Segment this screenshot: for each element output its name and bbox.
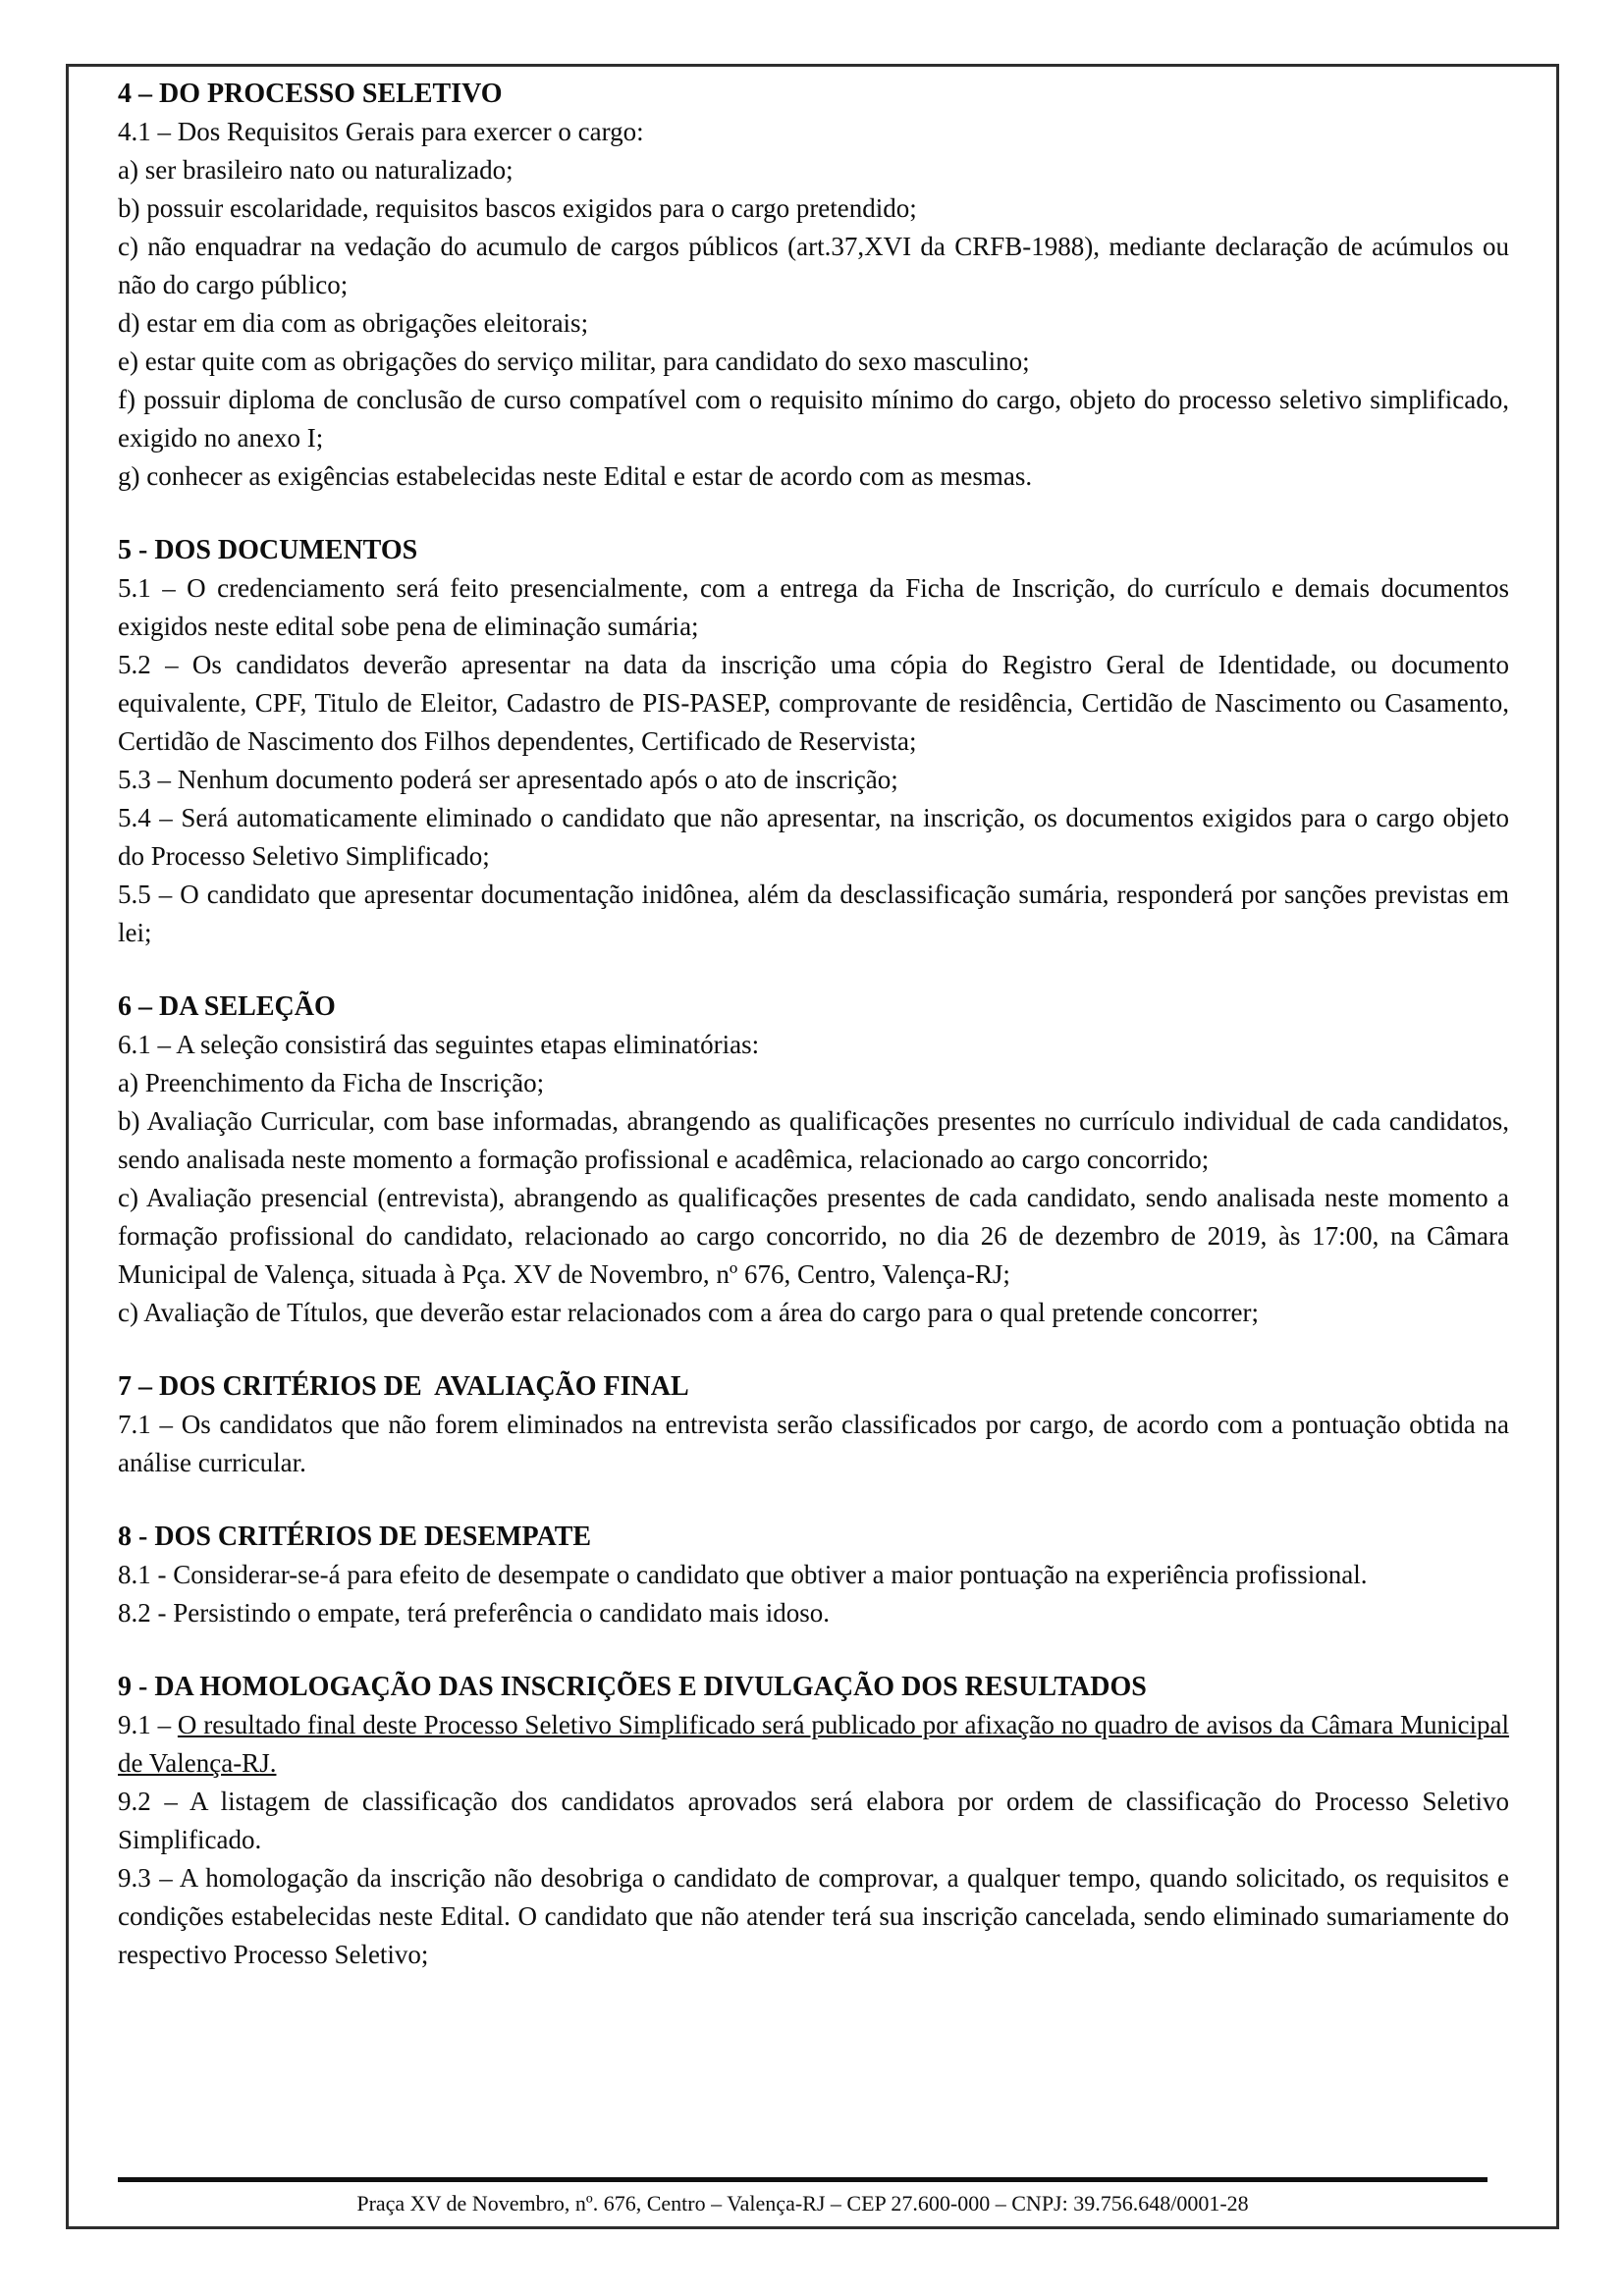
clause-5-3: 5.3 – Nenhum documento poderá ser apresentado após o ato de inscrição; — [118, 765, 898, 794]
clause-4-a: a) ser brasileiro nato ou naturalizado; — [118, 155, 514, 185]
section-criterios-desempate — [118, 1518, 1509, 1632]
clause-6-b: b) Avaliação Curricular, com base informadas, abrangendo as qualificações presentes no currículo individual de cada candidatos, sendo analisada neste momento a formação profissional e acadêmica, relacionado ao cargo concorrido; — [118, 1106, 1509, 1174]
clause-9-1-underlined-text: O resultado final deste Processo Seletivo Simplificado será publicado por afixação no quadro de avisos da Câmara Municipal de Valença-RJ. — [118, 1710, 1510, 1778]
clause-7-1: 7.1 – Os candidatos que não forem eliminados na entrevista serão classificados por cargo, de acordo com a pontuação obtida na análise curricular. — [118, 1410, 1509, 1477]
clause-5-2: 5.2 – Os candidatos deverão apresentar na data da inscrição uma cópia do Registro Geral de Identidade, ou documento equivalente, CPF, Titulo de Eleitor, Cadastro de PIS-PASEP, comprovante de residência, Certidão de Nascimento ou Casamento, Certidão de Nascimento dos Filhos dependentes, Certificado de Reservista; — [118, 650, 1509, 756]
clause-6-c-titulos: c) Avaliação de Títulos, que deverão estar relacionados com a área do cargo para o qual pretende concorrer; — [118, 1298, 1259, 1327]
clause-4-d: d) estar em dia com as obrigações eleitorais; — [118, 308, 589, 338]
clause-4-e: e) estar quite com as obrigações do serviço militar, para candidato do sexo masculino; — [118, 347, 1030, 376]
section-criterios-avaliacao-final — [118, 1367, 1509, 1482]
clause-5-4: 5.4 – Será automaticamente eliminado o candidato que não apresentar, na inscrição, os documentos exigidos para o cargo objeto do Processo Seletivo Simplificado; — [118, 803, 1509, 871]
page-footer — [118, 2177, 1509, 2218]
clause-9-1 — [118, 1706, 1509, 1783]
clause-4-1: 4.1 – Dos Requisitos Gerais para exercer o cargo: — [118, 117, 644, 146]
section-selecao — [118, 988, 1509, 1332]
clause-4-g: g) conhecer as exigências estabelecidas neste Edital e estar de acordo com as mesmas. — [118, 461, 1033, 491]
footer-address: Praça XV de Novembro, nº. 676, Centro – Valença-RJ – CEP 27.600-000 – CNPJ: 39.756.648/0001-28 — [356, 2191, 1249, 2216]
section-8-heading: 8 - DOS CRITÉRIOS DE DESEMPATE — [118, 1522, 592, 1552]
clause-8-1: 8.1 - Considerar-se-á para efeito de desempate o candidato que obtiver a maior pontuação na experiência profissional. — [118, 1560, 1368, 1589]
section-9-heading: 9 - DA HOMOLOGAÇÃO DAS INSCRIÇÕES E DIVULGAÇÃO DOS RESULTADOS — [118, 1672, 1147, 1702]
clause-5-1: 5.1 – O credenciamento será feito presencialmente, com a entrega da Ficha de Inscrição, do currículo e demais documentos exigidos neste edital sobe pena de eliminação sumária; — [118, 573, 1509, 641]
section-processo-seletivo — [118, 75, 1509, 496]
section-documentos — [118, 531, 1509, 952]
clause-4-f: f) possuir diploma de conclusão de curso compatível com o requisito mínimo do cargo, objeto do processo seletivo simplificado, exigido no anexo I; — [118, 385, 1509, 453]
page-border-frame — [66, 64, 1559, 2229]
clause-9-2: 9.2 – A listagem de classificação dos candidatos aprovados será elabora por ordem de classificação do Processo Seletivo Simplificado. — [118, 1787, 1509, 1854]
section-6-heading: 6 – DA SELEÇÃO — [118, 991, 336, 1022]
section-7-heading: 7 – DOS CRITÉRIOS DE AVALIAÇÃO FINAL — [118, 1371, 689, 1402]
section-4-heading: 4 – DO PROCESSO SELETIVO — [118, 79, 503, 109]
section-homologacao-resultados — [118, 1668, 1509, 1974]
clause-6-1: 6.1 – A seleção consistirá das seguintes etapas eliminatórias: — [118, 1030, 760, 1059]
clause-4-c: c) não enquadrar na vedação do acumulo de cargos públicos (art.37,XVI da CRFB-1988), mediante declaração de acúmulos ou não do cargo público; — [118, 232, 1509, 299]
clause-8-2: 8.2 - Persistindo o empate, terá preferência o candidato mais idoso. — [118, 1598, 831, 1628]
section-5-heading: 5 - DOS DOCUMENTOS — [118, 535, 418, 565]
clause-6-c-entrevista: c) Avaliação presencial (entrevista), abrangendo as qualificações presentes de cada candidato, sendo analisada neste momento a formação profissional do candidato, relacionado ao cargo concorrido, no dia 26 de dezembro de 2019, às 17:00, na Câmara Municipal de Valença, situada à Pça. XV de Novembro, nº 676, Centro, Valença-RJ; — [118, 1183, 1509, 1289]
clause-9-1-number: 9.1 – — [118, 1710, 178, 1739]
clause-5-5: 5.5 – O candidato que apresentar documentação inidônea, além da desclassificação sumária, responderá por sanções previstas em lei; — [118, 880, 1509, 947]
footer-rule — [118, 2177, 1488, 2182]
clause-4-b: b) possuir escolaridade, requisitos bascos exigidos para o cargo pretendido; — [118, 193, 917, 223]
clause-6-a: a) Preenchimento da Ficha de Inscrição; — [118, 1068, 545, 1097]
clause-9-3: 9.3 – A homologação da inscrição não desobriga o candidato de comprovar, a qualquer tempo, quando solicitado, os requisitos e condições estabelecidas neste Edital. O candidato que não atender terá sua inscrição cancelada, sendo eliminado sumariamente do respectivo Processo Seletivo; — [118, 1863, 1509, 1969]
